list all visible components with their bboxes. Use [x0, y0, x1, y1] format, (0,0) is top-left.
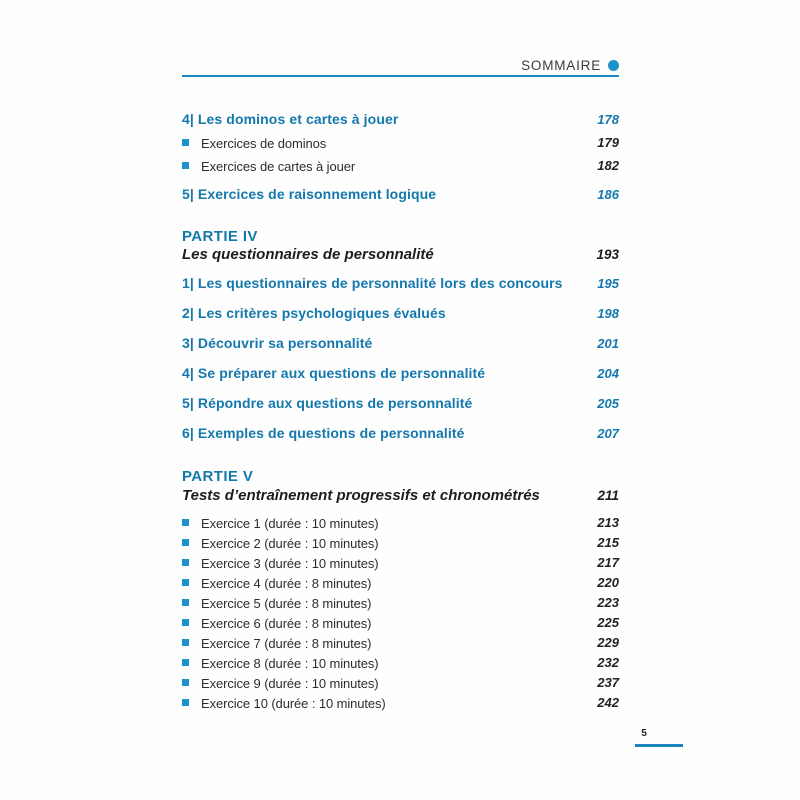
- toc-part-heading: [182, 228, 619, 245]
- toc-part-title: [182, 487, 619, 504]
- toc-entry-label: 4| Se préparer aux questions de personnalité: [182, 365, 486, 381]
- bullet-square-icon: [182, 679, 189, 686]
- toc-entry: [182, 595, 619, 611]
- toc-entry-page: 225: [597, 615, 619, 630]
- folio-page-number: 5: [641, 728, 647, 739]
- toc-part-heading: [182, 468, 619, 485]
- toc-entry: [182, 675, 619, 691]
- bullet-square-icon: [182, 539, 189, 546]
- toc-entry-page: 205: [597, 396, 619, 411]
- toc-entry-page: 201: [597, 336, 619, 351]
- toc-entry-label: Exercice 9 (durée : 10 minutes): [182, 676, 587, 691]
- toc-entry-page: 237: [597, 675, 619, 690]
- toc-entry-label: Exercice 3 (durée : 10 minutes): [182, 556, 587, 571]
- bullet-square-icon: [182, 579, 189, 586]
- toc-entry-page: 195: [597, 276, 619, 291]
- toc-entry-page: 179: [597, 135, 619, 150]
- bullet-square-icon: [182, 699, 189, 706]
- header-title: SOMMAIRE: [521, 58, 601, 73]
- toc-entry-label: Exercice 4 (durée : 8 minutes): [182, 576, 587, 591]
- toc-entry-label: 3| Découvrir sa personnalité: [182, 335, 373, 351]
- toc-entry-label: 4| Les dominos et cartes à jouer: [182, 111, 399, 127]
- toc-entry-label: Exercices de dominos: [182, 136, 587, 151]
- toc-entry-label: Exercice 2 (durée : 10 minutes): [182, 536, 587, 551]
- toc-entry: [182, 615, 619, 631]
- toc-entry-page: 223: [597, 595, 619, 610]
- toc-entry: [182, 186, 619, 202]
- toc-part-title-label: Tests d’entraînement progressifs et chronométrés: [182, 487, 540, 504]
- toc-entry: [182, 335, 619, 351]
- toc-entry-page: 182: [597, 158, 619, 173]
- toc-entry-label: 1| Les questionnaires de personnalité lors des concours: [182, 275, 563, 291]
- toc-entry-label: 5| Exercices de raisonnement logique: [182, 186, 437, 202]
- toc-part-title: [182, 246, 619, 263]
- toc-entry-page: 211: [597, 488, 619, 503]
- toc-entry-label: 5| Répondre aux questions de personnalité: [182, 395, 473, 411]
- toc-entry-page: 215: [597, 535, 619, 550]
- bullet-square-icon: [182, 162, 189, 169]
- toc-entry-page: 220: [597, 575, 619, 590]
- toc-entry: [182, 395, 619, 411]
- toc-entry-label: 2| Les critères psychologiques évalués: [182, 305, 446, 321]
- toc-entry-page: 207: [597, 426, 619, 441]
- toc-entry-label: Exercice 1 (durée : 10 minutes): [182, 516, 587, 531]
- toc-entry-label: Exercice 6 (durée : 8 minutes): [182, 616, 587, 631]
- bullet-square-icon: [182, 519, 189, 526]
- toc-entry: [182, 655, 619, 671]
- toc-entry: [182, 135, 619, 151]
- toc-entry-label: Exercices de cartes à jouer: [182, 159, 587, 174]
- toc-entry-label: Exercice 8 (durée : 10 minutes): [182, 656, 587, 671]
- toc-entry-page: 193: [596, 247, 619, 262]
- bullet-square-icon: [182, 659, 189, 666]
- toc-entry: [182, 635, 619, 651]
- toc-entry: [182, 111, 619, 127]
- toc-entry: [182, 275, 619, 291]
- toc-entry-page: 204: [597, 366, 619, 381]
- toc-entry-page: 232: [597, 655, 619, 670]
- toc-entry-page: 217: [597, 555, 619, 570]
- toc-entry: [182, 695, 619, 711]
- bullet-square-icon: [182, 559, 189, 566]
- toc-part-title-label: Les questionnaires de personnalité: [182, 246, 434, 263]
- toc-entry: [182, 365, 619, 381]
- toc-entry-page: 186: [597, 187, 619, 202]
- toc-entry: [182, 515, 619, 531]
- toc-entry-page: 229: [597, 635, 619, 650]
- bullet-square-icon: [182, 139, 189, 146]
- toc-entry-label: Exercice 10 (durée : 10 minutes): [182, 696, 587, 711]
- toc-entry-label: Exercice 5 (durée : 8 minutes): [182, 596, 587, 611]
- bullet-square-icon: [182, 599, 189, 606]
- toc-entry: [182, 305, 619, 321]
- toc-entry-label: Exercice 7 (durée : 8 minutes): [182, 636, 587, 651]
- toc-entry-label: 6| Exemples de questions de personnalité: [182, 425, 465, 441]
- folio-rule: [635, 744, 683, 747]
- toc-entry: [182, 535, 619, 551]
- toc-part-label: PARTIE V: [182, 468, 254, 485]
- bullet-square-icon: [182, 639, 189, 646]
- toc-entry-page: 198: [597, 306, 619, 321]
- toc-entry: [182, 575, 619, 591]
- toc-entry: [182, 555, 619, 571]
- toc-entry-page: 213: [597, 515, 619, 530]
- toc-part-label: PARTIE IV: [182, 228, 258, 245]
- table-of-contents: [182, 0, 619, 800]
- toc-entry: [182, 158, 619, 174]
- bullet-square-icon: [182, 619, 189, 626]
- toc-entry: [182, 425, 619, 441]
- toc-entry-page: 178: [597, 112, 619, 127]
- toc-entry-page: 242: [597, 695, 619, 710]
